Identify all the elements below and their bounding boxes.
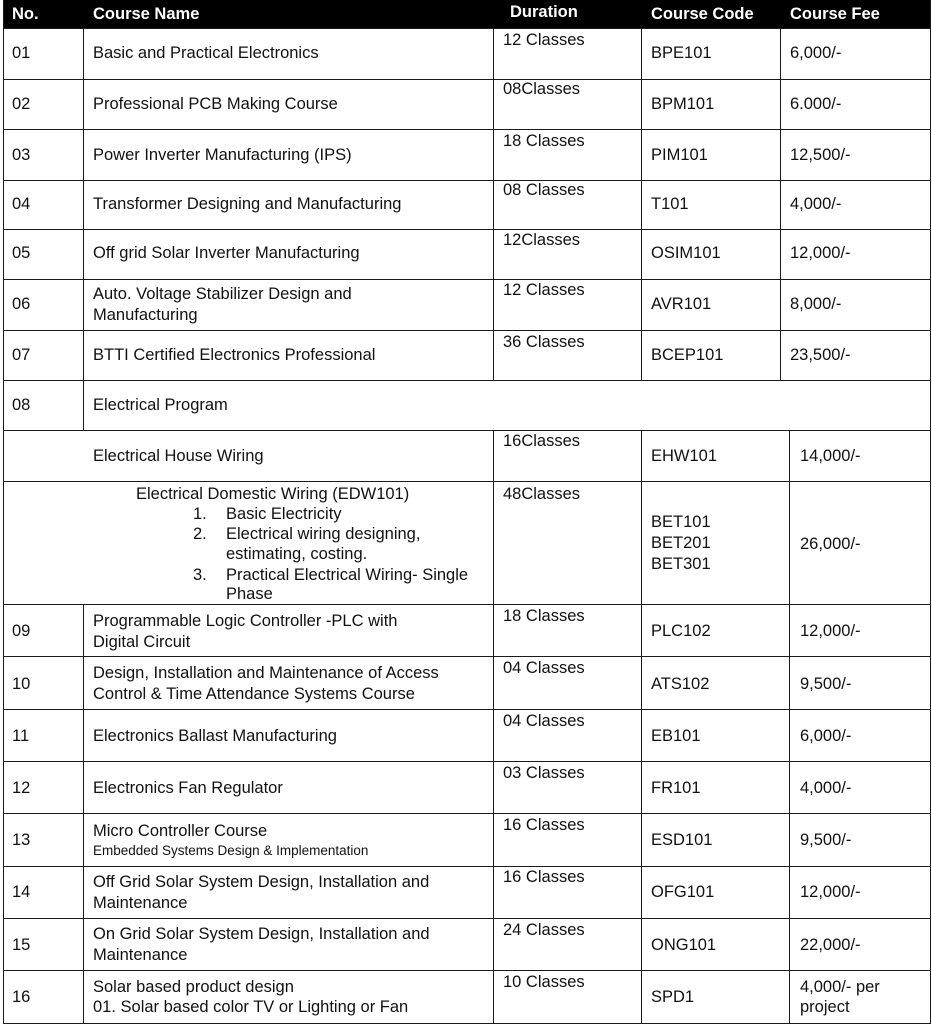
row-02-no: 02 xyxy=(12,95,31,113)
row-07-name: BTTI Certified Electronics Professional xyxy=(93,346,376,364)
row-03-code: PIM101 xyxy=(651,146,708,164)
row-09-name-line2: Digital Circuit xyxy=(93,633,191,651)
row-08b-code-1: BET101 xyxy=(651,513,711,531)
row-divider xyxy=(3,229,931,230)
row-01-fee: 6,000/- xyxy=(790,44,842,62)
row-15-fee: 22,000/- xyxy=(800,936,861,954)
row-16-duration: 10 Classes xyxy=(503,973,585,991)
column-divider-duration xyxy=(493,28,494,380)
row-divider xyxy=(3,129,931,130)
row-14-name-line1: Off Grid Solar System Design, Installation and xyxy=(93,873,430,891)
column-divider-fee xyxy=(780,28,781,380)
row-08b-item2-line1: Electrical wiring designing, xyxy=(226,525,421,543)
column-divider-duration xyxy=(493,430,494,1023)
row-06-duration: 12 Classes xyxy=(503,281,585,299)
row-01-no: 01 xyxy=(12,44,31,62)
row-08b-item3-line1: Practical Electrical Wiring- Single xyxy=(226,566,469,584)
row-08-name: Electrical Program xyxy=(93,396,228,414)
row-01-duration: 12 Classes xyxy=(503,31,585,49)
row-14-no: 14 xyxy=(12,883,31,901)
row-04-no: 04 xyxy=(12,195,31,213)
row-08a-duration: 16Classes xyxy=(503,432,581,450)
row-12-duration: 03 Classes xyxy=(503,764,585,782)
row-10-fee: 9,500/- xyxy=(800,675,852,693)
column-divider-code xyxy=(641,28,642,380)
row-08b-code-2: BET201 xyxy=(651,534,711,552)
row-14-duration: 16 Classes xyxy=(503,868,585,886)
row-12-code: FR101 xyxy=(651,779,701,797)
row-11-duration: 04 Classes xyxy=(503,712,585,730)
column-divider-code xyxy=(641,430,642,1023)
row-12-no: 12 xyxy=(12,779,31,797)
row-07-duration: 36 Classes xyxy=(503,333,585,351)
row-07-code: BCEP101 xyxy=(651,346,724,364)
row-divider xyxy=(3,656,931,657)
row-divider xyxy=(3,761,931,762)
row-08a-name: Electrical House Wiring xyxy=(93,447,264,465)
row-10-no: 10 xyxy=(12,675,31,693)
row-divider xyxy=(3,709,931,710)
row-11-name: Electronics Ballast Manufacturing xyxy=(93,727,337,745)
row-10-code: ATS102 xyxy=(651,675,710,693)
table-right-border xyxy=(930,0,931,1024)
row-08b-item1-num: 1. xyxy=(193,505,207,523)
row-02-name: Professional PCB Making Course xyxy=(93,95,338,113)
row-08a-code: EHW101 xyxy=(651,447,718,465)
row-divider xyxy=(3,28,931,29)
row-13-fee: 9,500/- xyxy=(800,831,852,849)
row-13-subname: Embedded Systems Design & Implementation xyxy=(93,843,369,858)
row-15-code: ONG101 xyxy=(651,936,717,954)
row-15-name-line1: On Grid Solar System Design, Installation and xyxy=(93,925,430,943)
row-06-code: AVR101 xyxy=(651,295,712,313)
row-08a-fee: 14,000/- xyxy=(800,447,861,465)
row-12-fee: 4,000/- xyxy=(800,779,852,797)
row-13-name: Micro Controller Course xyxy=(93,822,268,840)
row-15-no: 15 xyxy=(12,936,31,954)
row-08b-item2-line2: estimating, costing. xyxy=(226,545,368,563)
row-09-name-line1: Programmable Logic Controller -PLC with xyxy=(93,612,398,630)
row-05-fee: 12,000/- xyxy=(790,244,851,262)
row-13-code: ESD101 xyxy=(651,831,713,849)
row-10-name-line2: Control & Time Attendance Systems Course xyxy=(93,685,415,703)
row-06-name-line2: Manufacturing xyxy=(93,306,198,324)
row-04-fee: 4,000/- xyxy=(790,195,842,213)
row-05-code: OSIM101 xyxy=(651,244,721,262)
row-divider xyxy=(3,604,931,605)
row-09-code: PLC102 xyxy=(651,622,711,640)
row-01-name: Basic and Practical Electronics xyxy=(93,44,319,62)
row-06-fee: 8,000/- xyxy=(790,295,842,313)
row-16-name-line2: 01. Solar based color TV or Lighting or Fan xyxy=(93,998,409,1016)
row-14-name-line2: Maintenance xyxy=(93,894,188,912)
row-divider xyxy=(3,180,931,181)
row-08b-item2-num: 2. xyxy=(193,525,207,543)
row-divider xyxy=(3,918,931,919)
row-05-duration: 12Classes xyxy=(503,231,581,249)
row-15-name-line2: Maintenance xyxy=(93,946,188,964)
row-16-fee-line1: 4,000/- per xyxy=(800,978,880,996)
row-13-no: 13 xyxy=(12,831,31,849)
row-06-name-line1: Auto. Voltage Stabilizer Design and xyxy=(93,285,352,303)
row-16-code: SPD1 xyxy=(651,988,695,1006)
row-06-no: 06 xyxy=(12,295,31,313)
row-08b-item1: Basic Electricity xyxy=(226,505,342,523)
row-11-fee: 6,000/- xyxy=(800,727,852,745)
row-04-duration: 08 Classes xyxy=(503,181,585,199)
row-02-fee: 6.000/- xyxy=(790,95,842,113)
row-divider xyxy=(3,866,931,867)
row-divider xyxy=(3,813,931,814)
row-16-name-line1: Solar based product design xyxy=(93,978,294,996)
row-07-fee: 23,500/- xyxy=(790,346,851,364)
row-divider xyxy=(3,330,931,331)
header-no: No. xyxy=(12,5,39,23)
column-divider-no xyxy=(83,604,84,1023)
header-course-fee: Course Fee xyxy=(790,5,880,23)
header-course-code: Course Code xyxy=(651,5,754,23)
row-05-no: 05 xyxy=(12,244,31,262)
row-divider xyxy=(3,481,931,482)
row-02-code: BPM101 xyxy=(651,95,715,113)
row-02-duration: 08Classes xyxy=(503,80,581,98)
row-divider xyxy=(3,430,931,431)
row-08-no: 08 xyxy=(12,396,31,414)
row-08b-name: Electrical Domestic Wiring (EDW101) xyxy=(136,485,410,503)
row-04-code: T101 xyxy=(651,195,689,213)
row-14-code: OFG101 xyxy=(651,883,715,901)
row-08b-fee: 26,000/- xyxy=(800,535,861,553)
header-course-name: Course Name xyxy=(93,5,200,23)
row-08b-item3-num: 3. xyxy=(193,566,207,584)
row-03-name: Power Inverter Manufacturing (IPS) xyxy=(93,146,352,164)
row-08b-item3-line2: Phase xyxy=(226,585,273,603)
row-03-fee: 12,500/- xyxy=(790,146,851,164)
row-03-no: 03 xyxy=(12,146,31,164)
row-05-name: Off grid Solar Inverter Manufacturing xyxy=(93,244,360,262)
row-07-no: 07 xyxy=(12,346,31,364)
row-divider xyxy=(3,970,931,971)
row-10-name-line1: Design, Installation and Maintenance of Access xyxy=(93,664,439,682)
row-16-no: 16 xyxy=(12,988,31,1006)
row-11-code: EB101 xyxy=(651,727,701,745)
row-16-fee-line2: project xyxy=(800,998,850,1016)
header-duration: Duration xyxy=(510,3,578,21)
row-13-duration: 16 Classes xyxy=(503,816,585,834)
row-09-no: 09 xyxy=(12,622,31,640)
row-08b-code-3: BET301 xyxy=(651,555,711,573)
row-15-duration: 24 Classes xyxy=(503,921,585,939)
row-12-name: Electronics Fan Regulator xyxy=(93,779,283,797)
row-11-no: 11 xyxy=(12,727,30,745)
table-left-border xyxy=(3,0,4,1024)
row-divider xyxy=(3,79,931,80)
row-09-duration: 18 Classes xyxy=(503,607,585,625)
row-04-name: Transformer Designing and Manufacturing xyxy=(93,195,402,213)
row-divider xyxy=(3,279,931,280)
row-03-duration: 18 Classes xyxy=(503,132,585,150)
row-08b-duration: 48Classes xyxy=(503,485,581,503)
row-divider xyxy=(3,380,931,381)
row-10-duration: 04 Classes xyxy=(503,659,585,677)
row-14-fee: 12,000/- xyxy=(800,883,861,901)
row-01-code: BPE101 xyxy=(651,44,712,62)
column-divider-no xyxy=(83,28,84,431)
row-09-fee: 12,000/- xyxy=(800,622,861,640)
column-divider-fee xyxy=(789,430,790,1023)
